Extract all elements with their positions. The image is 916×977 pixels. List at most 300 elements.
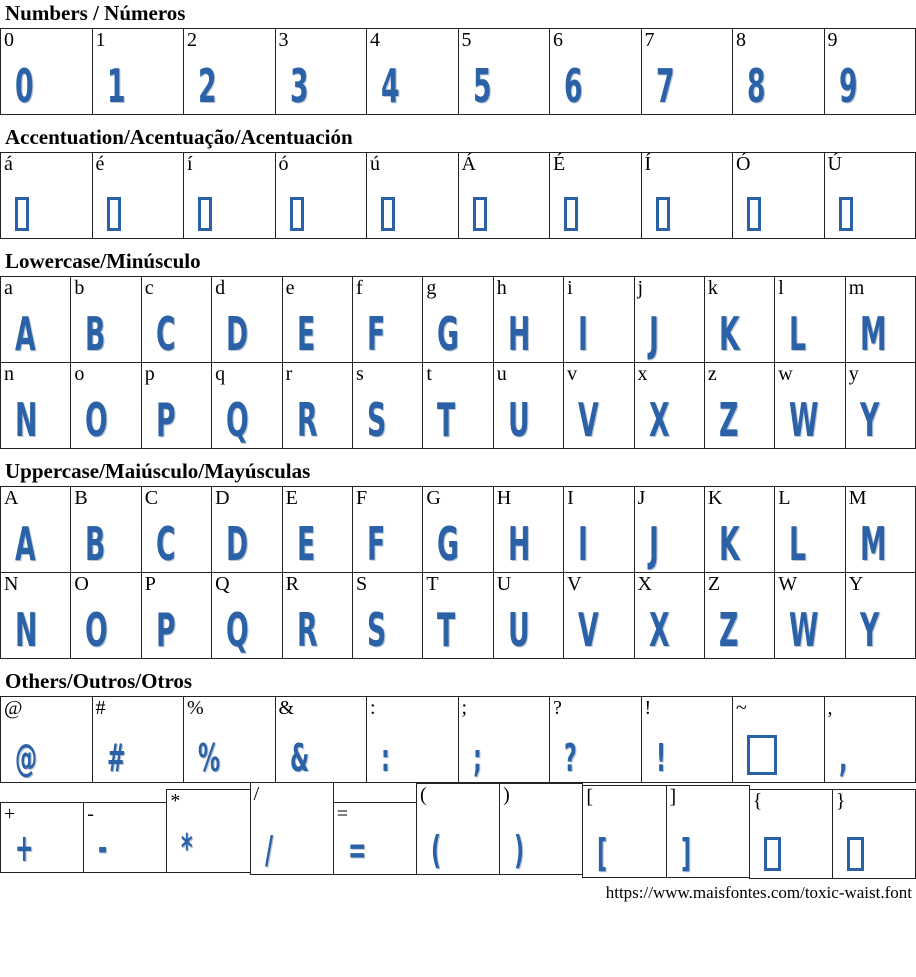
glyph-cell (366, 696, 459, 783)
glyph-cell (641, 28, 734, 115)
glyph-cell (333, 802, 417, 875)
glyph-cell (732, 696, 825, 783)
character-label: @ (1, 697, 92, 719)
glyph-cell (422, 572, 493, 659)
character-label: O (71, 573, 140, 595)
character-label: { (750, 790, 832, 812)
character-label: M (846, 487, 915, 509)
character-label: a (1, 277, 70, 299)
glyph-cell (70, 276, 141, 363)
character-label: = (334, 803, 416, 825)
glyph-box (635, 385, 704, 448)
glyph-cell (732, 152, 825, 239)
font-glyph: % (198, 741, 220, 776)
glyph-box (283, 299, 352, 362)
glyph-row (0, 486, 916, 573)
glyph-row (0, 362, 916, 449)
glyph-cell (211, 572, 282, 659)
character-label: í (184, 153, 275, 175)
font-glyph: D (226, 313, 248, 355)
glyph-cell (183, 696, 276, 783)
glyph-box (494, 595, 563, 658)
font-glyph: H (508, 523, 530, 565)
glyph-cell (141, 276, 212, 363)
character-label: B (71, 487, 140, 509)
glyph-box (733, 175, 824, 238)
section-numbers (0, 2, 916, 115)
character-label: } (833, 790, 915, 812)
glyph-box (846, 509, 915, 572)
glyph-box (142, 385, 211, 448)
font-glyph: - (98, 831, 107, 866)
character-label: á (1, 153, 92, 175)
glyph-cell (774, 486, 845, 573)
character-label: H (494, 487, 563, 509)
glyph-box (846, 299, 915, 362)
character-label: x (635, 363, 704, 385)
character-label: 0 (1, 29, 92, 51)
missing-glyph-tofu-icon (847, 837, 864, 871)
glyph-cell (0, 486, 71, 573)
glyph-cell (352, 572, 423, 659)
glyph-cell (493, 276, 564, 363)
section-title-accentuation: Accentuation/Acentuação/Acentuación (5, 126, 916, 149)
character-label: F (353, 487, 422, 509)
glyph-box (775, 385, 844, 448)
font-glyph: ( (431, 833, 441, 868)
glyph-cell (563, 362, 634, 449)
glyph-row (0, 276, 916, 363)
font-glyph: ) (514, 833, 524, 868)
font-glyph: Q (226, 399, 249, 441)
glyph-box (564, 595, 633, 658)
font-glyph: + (15, 831, 33, 866)
glyph-box (494, 385, 563, 448)
glyph-box (142, 299, 211, 362)
missing-glyph-tofu-icon (15, 197, 29, 231)
character-label: s (353, 363, 422, 385)
glyph-box (423, 509, 492, 572)
missing-glyph-tofu-icon (473, 197, 487, 231)
glyph-box (550, 719, 641, 782)
glyph-cell (824, 152, 916, 239)
font-glyph: ; (473, 741, 482, 776)
glyph-box (423, 299, 492, 362)
glyph-box (705, 299, 774, 362)
character-label: J (635, 487, 704, 509)
character-label: S (353, 573, 422, 595)
font-glyph: M (860, 523, 887, 565)
font-glyph: # (107, 741, 125, 776)
font-glyph: : (381, 741, 390, 776)
glyph-cell (845, 486, 916, 573)
font-glyph: 9 (839, 65, 858, 107)
glyph-box (733, 51, 824, 114)
character-label: e (283, 277, 352, 299)
glyph-box (283, 595, 352, 658)
glyph-cell (704, 486, 775, 573)
character-label: 8 (733, 29, 824, 51)
character-label: b (71, 277, 140, 299)
glyph-cell (499, 783, 583, 875)
glyph-box (825, 51, 916, 114)
glyph-cell (422, 276, 493, 363)
missing-glyph-tofu-icon (747, 197, 761, 231)
missing-glyph-tofu-icon (198, 197, 212, 231)
section-title-others: Others/Outros/Otros (5, 670, 916, 693)
character-label: T (423, 573, 492, 595)
character-label: C (142, 487, 211, 509)
font-glyph: 7 (656, 65, 675, 107)
character-label: ú (367, 153, 458, 175)
glyph-cell (250, 782, 334, 875)
font-glyph: & (290, 741, 309, 776)
character-label: Í (642, 153, 733, 175)
glyph-box (635, 509, 704, 572)
glyph-cell (282, 572, 353, 659)
glyph-cell (458, 28, 551, 115)
character-label: ! (642, 697, 733, 719)
glyph-box (184, 175, 275, 238)
character-label: 3 (276, 29, 367, 51)
glyph-cell (832, 789, 916, 879)
missing-glyph-tofu-icon (564, 197, 578, 231)
font-glyph: A (15, 523, 36, 565)
character-label: # (93, 697, 184, 719)
font-glyph: I (578, 523, 588, 565)
font-glyph: E (297, 313, 315, 355)
character-label: K (705, 487, 774, 509)
section-title-lowercase: Lowercase/Minúsculo (5, 250, 916, 273)
missing-glyph-tofu-icon (381, 197, 395, 231)
glyph-row (0, 696, 916, 783)
glyph-cell (732, 28, 825, 115)
font-glyph: T (437, 399, 455, 441)
font-glyph: K (719, 313, 740, 355)
character-label: n (1, 363, 70, 385)
character-label: c (142, 277, 211, 299)
font-glyph: R (297, 609, 318, 651)
section-others (0, 670, 916, 879)
glyph-box (500, 806, 582, 874)
glyph-box (212, 385, 281, 448)
glyph-cell (634, 276, 705, 363)
glyph-cell (183, 28, 276, 115)
glyph-box (367, 175, 458, 238)
character-label: ? (550, 697, 641, 719)
glyph-box (564, 509, 633, 572)
character-label: y (846, 363, 915, 385)
character-label: w (775, 363, 844, 385)
glyph-box (459, 51, 550, 114)
glyph-box (167, 812, 249, 872)
glyph-cell (563, 486, 634, 573)
font-glyph: 5 (473, 65, 492, 107)
missing-glyph-tofu-icon (656, 197, 670, 231)
glyph-cell (211, 276, 282, 363)
glyph-box (564, 299, 633, 362)
glyph-cell (416, 783, 500, 875)
glyph-cell (70, 362, 141, 449)
character-label: / (251, 783, 333, 805)
glyph-cell (0, 696, 93, 783)
character-label: Ú (825, 153, 916, 175)
glyph-box (84, 825, 166, 872)
character-label: i (564, 277, 633, 299)
font-glyph: D (226, 523, 248, 565)
character-label: N (1, 573, 70, 595)
glyph-row (0, 28, 916, 115)
character-label: f (353, 277, 422, 299)
font-glyph: P (156, 399, 176, 441)
glyph-cell (352, 362, 423, 449)
glyph-cell (704, 572, 775, 659)
glyph-cell (282, 362, 353, 449)
glyph-box (276, 51, 367, 114)
character-label: : (367, 697, 458, 719)
missing-glyph-tofu-icon (290, 197, 304, 231)
glyph-cell (92, 696, 185, 783)
glyph-box (583, 808, 665, 877)
glyph-box (705, 509, 774, 572)
glyph-cell (70, 572, 141, 659)
glyph-cell (92, 28, 185, 115)
font-glyph: ] (681, 836, 691, 871)
glyph-box (276, 175, 367, 238)
glyph-box (71, 509, 140, 572)
font-glyph: 1 (107, 65, 126, 107)
font-glyph: Z (719, 609, 738, 651)
missing-glyph-tofu-icon (107, 197, 121, 231)
glyph-cell (641, 696, 734, 783)
character-label: u (494, 363, 563, 385)
glyph-cell (824, 28, 916, 115)
glyph-box (1, 299, 70, 362)
glyph-box (733, 719, 824, 782)
font-glyph: X (649, 399, 670, 441)
glyph-box (71, 299, 140, 362)
font-glyph: W (789, 609, 818, 651)
character-label: É (550, 153, 641, 175)
font-glyph: L (789, 523, 806, 565)
character-label: X (635, 573, 704, 595)
glyph-box (564, 385, 633, 448)
font-glyph: B (85, 313, 105, 355)
glyph-box (417, 806, 499, 874)
font-glyph: B (85, 523, 105, 565)
glyph-box (367, 51, 458, 114)
character-label: & (276, 697, 367, 719)
glyph-cell (0, 28, 93, 115)
character-label: % (184, 697, 275, 719)
character-label: 5 (459, 29, 550, 51)
font-glyph: U (508, 399, 530, 441)
character-label: Á (459, 153, 550, 175)
glyph-cell (275, 28, 368, 115)
font-glyph: T (437, 609, 455, 651)
glyph-cell (141, 362, 212, 449)
font-glyph: [ (597, 836, 607, 871)
font-glyph: F (367, 523, 385, 565)
font-glyph: / (265, 833, 273, 868)
source-url-caption: https://www.maisfontes.com/toxic-waist.font (0, 883, 912, 903)
glyph-box (423, 595, 492, 658)
character-label: é (93, 153, 184, 175)
glyph-cell (352, 276, 423, 363)
missing-glyph-tofu-icon (747, 735, 777, 775)
glyph-cell (563, 276, 634, 363)
glyph-box (775, 595, 844, 658)
font-glyph: ? (564, 741, 577, 776)
glyph-box (212, 509, 281, 572)
glyph-cell (774, 276, 845, 363)
glyph-box (642, 719, 733, 782)
glyph-cell (366, 152, 459, 239)
font-glyph: , (839, 741, 847, 776)
character-label: V (564, 573, 633, 595)
glyph-cell (366, 28, 459, 115)
font-glyph: E (297, 523, 315, 565)
glyph-cell (0, 572, 71, 659)
glyph-cell (275, 152, 368, 239)
glyph-cell (70, 486, 141, 573)
font-glyph: * (181, 831, 193, 866)
character-label: U (494, 573, 563, 595)
glyph-box (1, 51, 92, 114)
glyph-cell (422, 362, 493, 449)
character-label: t (423, 363, 492, 385)
glyph-cell (211, 486, 282, 573)
glyph-cell (493, 572, 564, 659)
font-glyph: 0 (15, 65, 34, 107)
glyph-box (353, 385, 422, 448)
font-glyph: Q (226, 609, 249, 651)
character-label: z (705, 363, 774, 385)
glyph-box (635, 595, 704, 658)
character-label: ~ (733, 697, 824, 719)
glyph-cell (634, 572, 705, 659)
font-glyph: @ (15, 741, 37, 776)
glyph-cell (352, 486, 423, 573)
character-label: ; (459, 697, 550, 719)
glyph-cell (824, 696, 916, 783)
character-label: R (283, 573, 352, 595)
glyph-box (71, 595, 140, 658)
glyph-cell (183, 152, 276, 239)
glyph-cell (563, 572, 634, 659)
character-label: Ó (733, 153, 824, 175)
glyph-box (353, 595, 422, 658)
glyph-cell (166, 789, 250, 873)
glyph-box (1, 175, 92, 238)
glyph-box (1, 719, 92, 782)
glyph-box (825, 719, 916, 782)
glyph-box (212, 299, 281, 362)
font-specimen-sheet (0, 2, 916, 879)
glyph-cell (141, 486, 212, 573)
glyph-cell (0, 276, 71, 363)
missing-glyph-tofu-icon (839, 197, 853, 231)
section-title-uppercase: Uppercase/Maiúsculo/Mayúsculas (5, 460, 916, 483)
font-glyph: S (367, 399, 386, 441)
glyph-cell (0, 362, 71, 449)
character-label: h (494, 277, 563, 299)
character-label: Y (846, 573, 915, 595)
glyph-box (750, 812, 832, 878)
glyph-box (833, 812, 915, 878)
section-title-numbers: Numbers / Números (5, 2, 916, 25)
glyph-box (459, 175, 550, 238)
font-glyph: X (649, 609, 670, 651)
font-glyph: N (15, 399, 37, 441)
character-label: D (212, 487, 281, 509)
glyph-cell (704, 362, 775, 449)
glyph-box (494, 509, 563, 572)
glyph-box (642, 175, 733, 238)
glyph-cell (634, 486, 705, 573)
glyph-cell (141, 572, 212, 659)
character-label: m (846, 277, 915, 299)
font-glyph: V (578, 609, 599, 651)
glyph-box (184, 719, 275, 782)
glyph-row (0, 152, 916, 239)
glyph-box (423, 385, 492, 448)
glyph-cell (549, 152, 642, 239)
glyph-box (367, 719, 458, 782)
character-label: v (564, 363, 633, 385)
glyph-cell (211, 362, 282, 449)
glyph-cell (845, 276, 916, 363)
glyph-cell (549, 28, 642, 115)
font-glyph: N (15, 609, 37, 651)
character-label: q (212, 363, 281, 385)
glyph-cell (92, 152, 185, 239)
glyph-cell (282, 486, 353, 573)
character-label: ( (417, 784, 499, 806)
character-label: k (705, 277, 774, 299)
font-glyph: M (860, 313, 887, 355)
character-label: 6 (550, 29, 641, 51)
font-glyph: I (578, 313, 588, 355)
glyph-box (142, 595, 211, 658)
font-glyph: C (156, 523, 176, 565)
character-label: ) (500, 784, 582, 806)
font-glyph: Y (860, 609, 879, 651)
character-label: + (1, 803, 83, 825)
character-label: ó (276, 153, 367, 175)
glyph-box (1, 825, 83, 872)
font-glyph: 3 (290, 65, 309, 107)
character-label: , (825, 697, 916, 719)
glyph-box (550, 175, 641, 238)
glyph-box (93, 51, 184, 114)
glyph-cell (282, 276, 353, 363)
character-label: [ (583, 786, 665, 808)
character-label: r (283, 363, 352, 385)
font-glyph: Y (860, 399, 879, 441)
glyph-box (705, 385, 774, 448)
glyph-box (142, 509, 211, 572)
glyph-box (212, 595, 281, 658)
font-glyph: Z (719, 399, 738, 441)
glyph-box (353, 299, 422, 362)
character-label: 9 (825, 29, 916, 51)
glyph-box (667, 808, 749, 877)
glyph-box (283, 509, 352, 572)
glyph-box (334, 825, 416, 874)
font-glyph: C (156, 313, 176, 355)
glyph-box (459, 719, 550, 782)
